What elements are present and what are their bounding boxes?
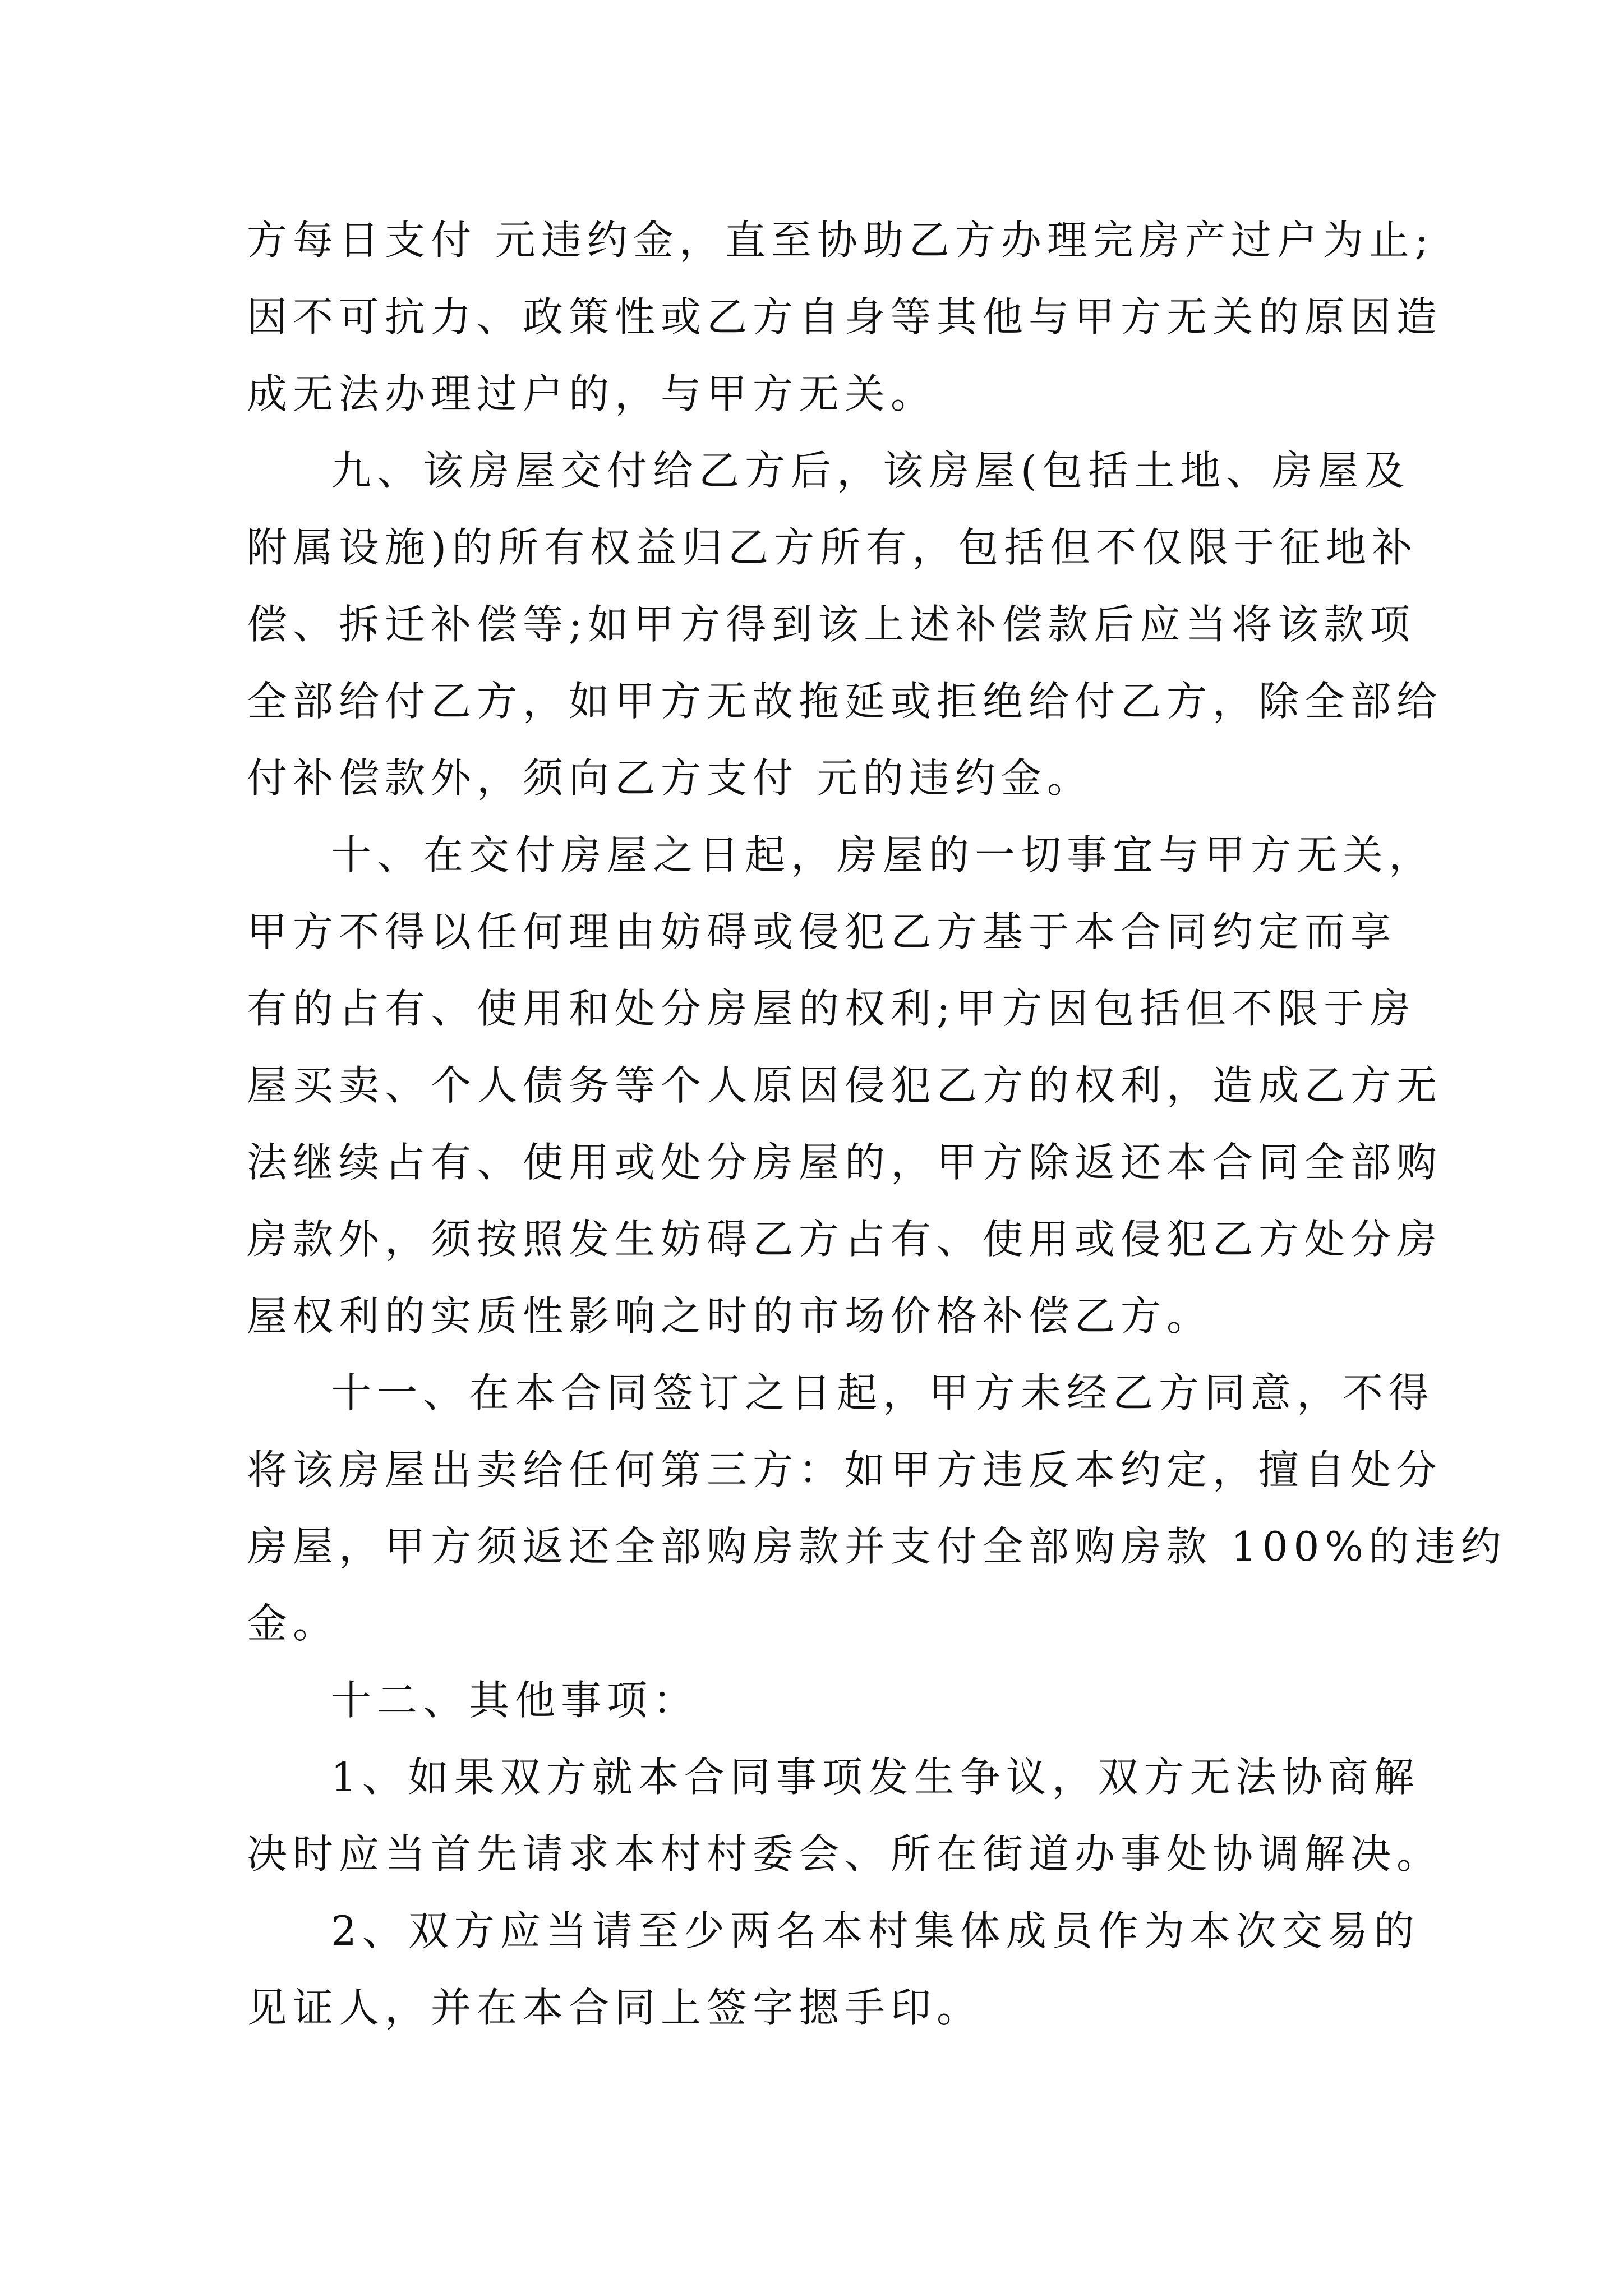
text-line: 见证人，并在本合同上签字摁手印。	[247, 1984, 983, 2031]
text-line: 付补偿款外，须向乙方支付 元的违约金。	[247, 754, 1093, 802]
text-line: 2、双方应当请至少两名本村集体成员作为本次交易的	[331, 1907, 1420, 1954]
text-line: 将该房屋出卖给任何第三方：如甲方违反本约定，擅自处分	[247, 1446, 1443, 1493]
text-line: 九、该房屋交付给乙方后，该房屋(包括土地、房屋及	[331, 447, 1410, 494]
text-line: 金。	[247, 1600, 339, 1647]
text-line: 十、在交付房屋之日起，房屋的一切事宜与甲方无关，	[331, 831, 1435, 878]
text-line: 成无法办理过户的，与甲方无关。	[247, 370, 937, 417]
contract-body-text	[247, 202, 1507, 2046]
text-line: 甲方不得以任何理由妨碍或侵犯乙方基于本合同约定而享	[247, 908, 1397, 955]
text-line: 因不可抗力、政策性或乙方自身等其他与甲方无关的原因造	[247, 293, 1443, 341]
text-line: 屋买卖、个人债务等个人原因侵犯乙方的权利，造成乙方无	[247, 1062, 1443, 1109]
text-line: 全部给付乙方，如甲方无故拖延或拒绝给付乙方，除全部给	[247, 678, 1443, 725]
text-line: 房款外，须按照发生妨碍乙方占有、使用或侵犯乙方处分房	[247, 1216, 1443, 1263]
text-line: 决时应当首先请求本村村委会、所在街道办事处协调解决。	[247, 1830, 1443, 1878]
text-line: 十一、在本合同签订之日起，甲方未经乙方同意，不得	[331, 1369, 1435, 1416]
text-line: 1、如果双方就本合同事项发生争议，双方无法协商解	[331, 1754, 1420, 1801]
text-line: 房屋，甲方须返还全部购房款并支付全部购房款 100%的违约	[247, 1523, 1507, 1570]
text-line: 偿、拆迁补偿等;如甲方得到该上述补偿款后应当将该款项	[247, 601, 1416, 648]
text-line: 方每日支付 元违约金，直至协助乙方办理完房产过户为止;	[247, 217, 1435, 264]
text-line: 十二、其他事项：	[331, 1677, 699, 1724]
text-line: 屋权利的实质性影响之时的市场价格补偿乙方。	[247, 1292, 1213, 1340]
text-line: 附属设施)的所有权益归乙方所有，包括但不仅限于征地补	[247, 524, 1418, 571]
text-line: 有的占有、使用和处分房屋的权利;甲方因包括但不限于房	[247, 985, 1416, 1032]
text-line: 法继续占有、使用或处分房屋的，甲方除返还本合同全部购	[247, 1139, 1443, 1186]
